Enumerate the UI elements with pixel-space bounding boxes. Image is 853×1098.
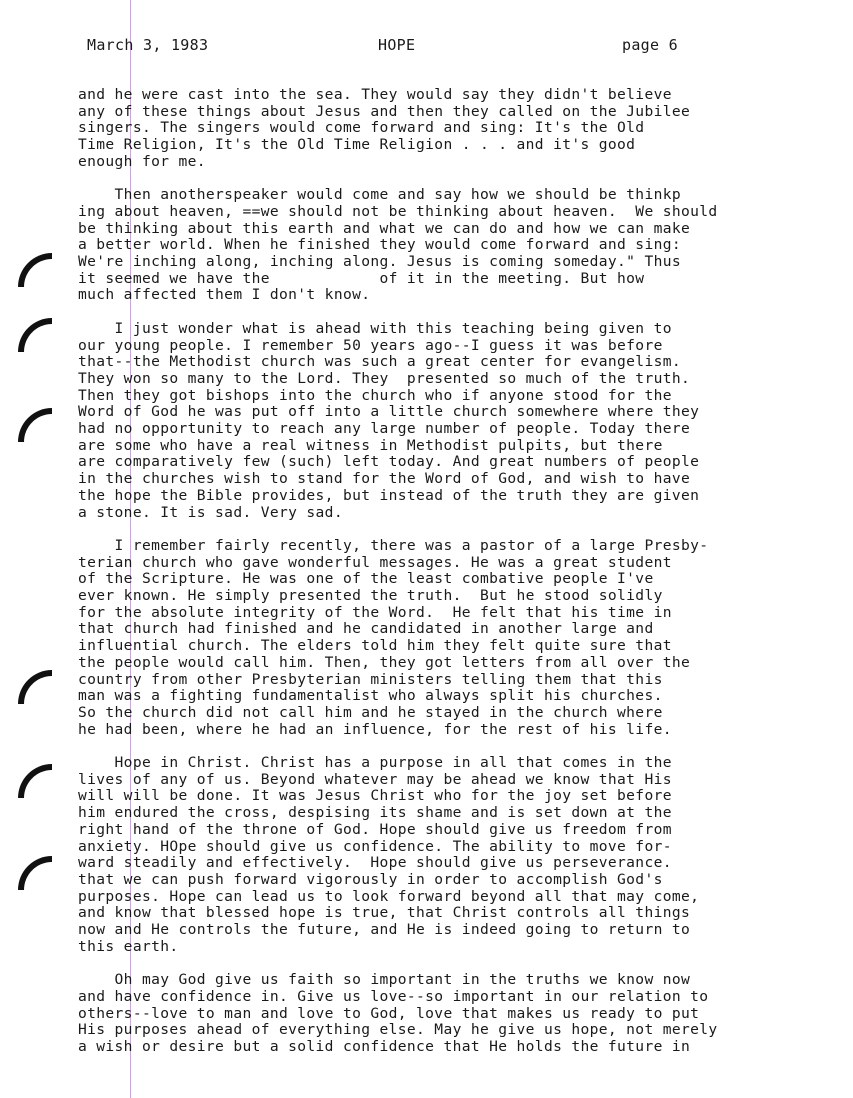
binder-hole-mark <box>18 318 52 352</box>
text-line: a stone. It is sad. Very sad. <box>78 503 343 521</box>
text-line: So the church did not call him and he stayed in the church where <box>78 703 663 721</box>
text-line: and he were cast into the sea. They would say they didn't believe <box>78 86 672 103</box>
text-line: and have confidence in. Give us love--so important in our relation to <box>78 987 709 1005</box>
text-line: terian church who gave wonderful messages. He was a great student <box>78 553 672 571</box>
header-date: March 3, 1983 <box>87 36 209 54</box>
text-line: had no opportunity to reach any large number of people. Today there <box>78 420 691 438</box>
binder-hole-mark <box>18 253 52 287</box>
header-page-number: page 6 <box>622 36 678 54</box>
text-line: singers. The singers would come forward and sing: It's the Old <box>78 119 645 137</box>
text-line: country from other Presbyterian ministers telling them that this <box>78 670 663 688</box>
paragraph <box>78 972 808 1056</box>
text-line: he had been, where he had an influence, for the rest of his life. <box>78 720 672 738</box>
text-line: I remember fairly recently, there was a pastor of a large Presby- <box>78 536 709 554</box>
text-line: right hand of the throne of God. Hope should give us freedom from <box>78 820 672 838</box>
text-line: the hope the Bible provides, but instead of the truth they are given <box>78 486 700 504</box>
text-line: lives of any of us. Beyond whatever may be ahead we know that His <box>78 770 672 788</box>
text-line: Word of God he was put off into a little church somewhere where they <box>78 403 700 421</box>
text-line: Then anotherspeaker would come and say how we should be thinkp <box>78 186 681 204</box>
text-line: our young people. I remember 50 years ago--I guess it was before <box>78 336 663 354</box>
paragraph <box>78 538 808 738</box>
text-line: ing about heaven, ==we should not be thinking about heaven. We should <box>78 202 718 220</box>
text-line: enough for me. <box>78 152 206 170</box>
text-line: His purposes ahead of everything else. May he give us hope, not merely <box>78 1021 718 1039</box>
text-line: ever known. He simply presented the truth. But he stood solidly <box>78 587 663 605</box>
text-line: others--love to man and love to God, love that makes us ready to put <box>78 1004 700 1022</box>
text-line: of the Scripture. He was one of the least combative people I've <box>78 570 654 588</box>
text-line: in the churches wish to stand for the Word of God, and wish to have <box>78 470 691 488</box>
text-line: Time Religion, It's the Old Time Religion . . . and it's good <box>78 136 636 154</box>
header-title: HOPE <box>378 36 416 54</box>
text-line: ward steadily and effectively. Hope should give us perseverance. <box>78 854 672 872</box>
text-line: a wish or desire but a solid confidence that He holds the future in <box>78 1038 691 1055</box>
binder-hole-mark <box>18 408 52 442</box>
text-line: will will be done. It was Jesus Christ who for the joy set before <box>78 787 672 805</box>
binder-hole-mark <box>18 670 52 704</box>
text-line: now and He controls the future, and He is indeed going to return to <box>78 921 691 939</box>
paragraph <box>78 755 808 955</box>
paragraph <box>78 321 808 521</box>
text-line: I just wonder what is ahead with this teaching being given to <box>78 319 672 337</box>
text-line: this earth. <box>78 937 179 955</box>
text-line: influential church. The elders told him they felt quite sure that <box>78 637 672 655</box>
text-line: be thinking about this earth and what we can do and how we can make <box>78 219 691 237</box>
text-line: the people would call him. Then, they got letters from all over the <box>78 653 691 671</box>
text-line: it seemed we have the of it in the meeting. But how <box>78 269 645 287</box>
text-line: that church had finished and he candidated in another large and <box>78 620 654 638</box>
text-line: are some who have a real witness in Methodist pulpits, but there <box>78 436 663 454</box>
text-line: man was a fighting fundamentalist who always split his churches. <box>78 687 663 705</box>
text-line: much affected them I don't know. <box>78 286 371 304</box>
page-header <box>87 36 707 58</box>
paragraph <box>78 87 808 171</box>
text-line: that--the Methodist church was such a great center for evangelism. <box>78 353 681 371</box>
text-line: anxiety. HOpe should give us confidence. The ability to move for- <box>78 837 672 855</box>
text-line: are comparatively few (such) left today. And great numbers of people <box>78 453 700 471</box>
text-line: We're inching along, inching along. Jesus is coming someday." Thus <box>78 253 681 271</box>
text-line: Oh may God give us faith so important in the truths we know now <box>78 971 691 989</box>
text-line: Then they got bishops into the church who if anyone stood for the <box>78 386 672 404</box>
text-line: him endured the cross, despising its shame and is set down at the <box>78 804 672 822</box>
text-line: They won so many to the Lord. They presented so much of the truth. <box>78 369 691 387</box>
paragraph <box>78 187 808 304</box>
binder-hole-mark <box>18 764 52 798</box>
text-line: any of these things about Jesus and then they called on the Jubilee <box>78 102 691 120</box>
text-line: a better world. When he finished they would come forward and sing: <box>78 236 681 254</box>
text-line: purposes. Hope can lead us to look forward beyond all that may come, <box>78 887 700 905</box>
binder-hole-mark <box>18 856 52 890</box>
text-line: Hope in Christ. Christ has a purpose in all that comes in the <box>78 754 672 772</box>
body-text <box>78 87 808 1072</box>
text-line: and know that blessed hope is true, that Christ controls all things <box>78 904 691 922</box>
text-line: for the absolute integrity of the Word. He felt that his time in <box>78 603 672 621</box>
text-line: that we can push forward vigorously in order to accomplish God's <box>78 870 663 888</box>
